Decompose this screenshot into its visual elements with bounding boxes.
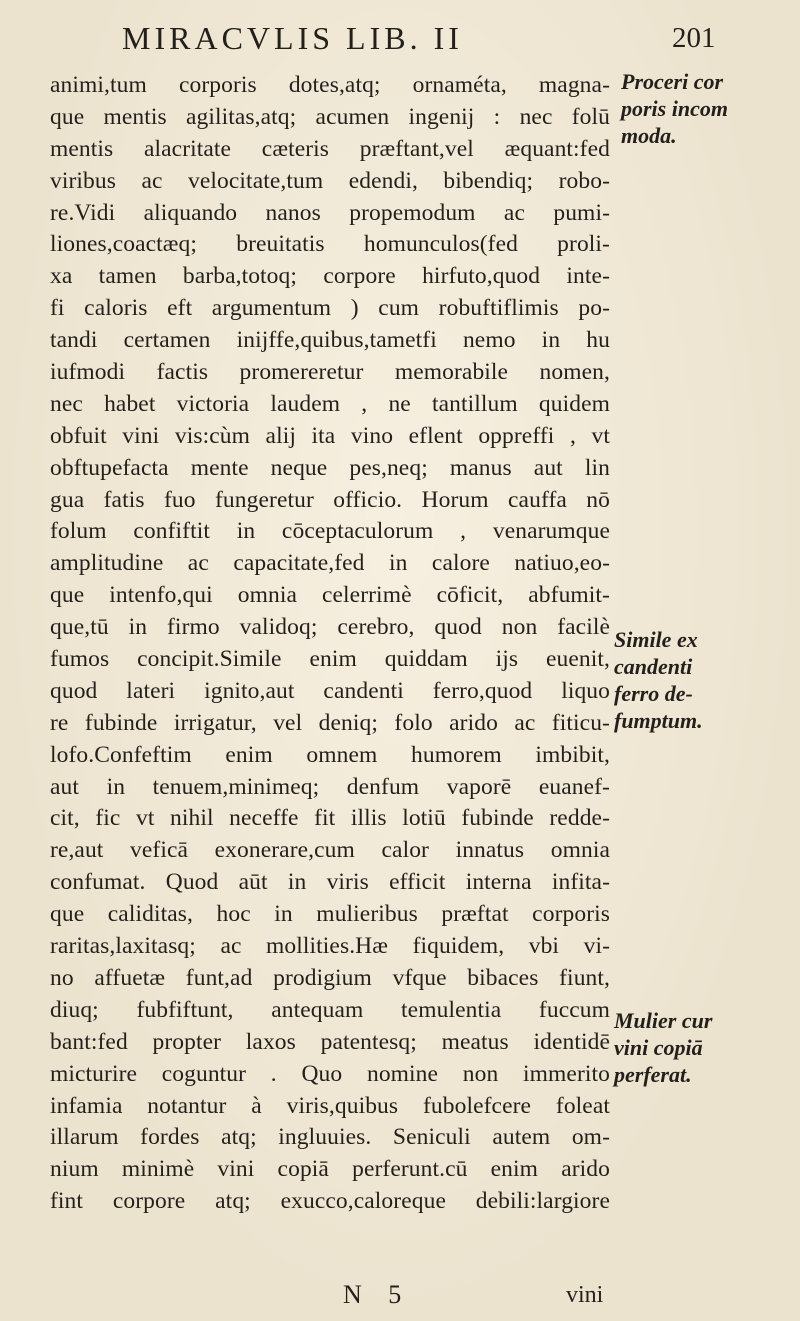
text-line: aut in tenuem,minimeq; denfum vaporē euanef- (50, 773, 610, 800)
text-line: fint corpore atq; exucco,caloreque debili:largiore (50, 1188, 610, 1215)
signature-mark: N 5 (343, 1280, 412, 1309)
text-line: animi,tum corporis dotes,atq; ornaméta, magna- (50, 72, 610, 98)
text-line: que,tū in firmo validoq; cerebro, quod non facilè (50, 614, 610, 641)
text-line: fumos concipit.Simile enim quiddam ijs euenit, (50, 646, 610, 673)
text-line: re fubinde irrigatur, vel deniq; folo arido ac fiticu- (50, 709, 610, 736)
text-line: mentis alacritate cæteris præftant,vel æquant:fed (50, 135, 610, 162)
text-line: quod lateri ignito,aut candenti ferro,quod liquo (50, 677, 610, 704)
margin-note-line: ferro de- (614, 681, 693, 706)
text-line: raritas,laxitasq; ac mollities.Hæ fiquidem, vbi vi- (50, 933, 610, 960)
text-line: bant:fed propter laxos patentesq; meatus identidē (50, 1028, 610, 1055)
running-title: MIRACVLIS LIB. II (122, 20, 463, 56)
text-line: liones,coactæq; breuitatis homunculos(fed proli- (50, 231, 610, 258)
text-line: illarum fordes atq; ingluuies. Seniculi autem om- (50, 1124, 610, 1151)
text-line: nium minimè vini copiā perferunt.cū enim arido (50, 1156, 610, 1183)
text-line: iufmodi factis promereretur memorabile nomen, (50, 359, 610, 386)
text-line: folum confiftit in cōceptaculorum , venarumque (50, 518, 610, 545)
text-line: xa tamen barba,totoq; corpore hirfuto,quod inte- (50, 263, 610, 290)
text-line: obftupefacta mente neque pes,neq; manus aut lin (50, 454, 610, 481)
text-line: fi caloris eft argumentum ) cum robuftiflimis po- (50, 295, 610, 322)
text-line: re,aut veficā exonerare,cum calor innatus omnia (50, 837, 610, 864)
margin-note-line: Proceri cor (621, 69, 724, 94)
text-line: obfuit vini vis:cùm alij ita vino eflent oppreffi , vt (50, 422, 610, 449)
text-line: gua fatis fuo fungeretur officio. Horum cauffa nō (50, 486, 610, 513)
text-line: infamia notantur à viris,quibus fubolefcere foleat (50, 1092, 610, 1119)
margin-note-line: Mulier cur (614, 1008, 713, 1033)
margin-note-line: candenti (614, 654, 693, 679)
text-line: viribus ac velocitate,tum edendi, bibendiq; robo- (50, 167, 610, 194)
catchword: vini (566, 1282, 604, 1308)
margin-note (621, 68, 800, 149)
margin-note-line: fumptum. (614, 708, 703, 733)
margin-note (614, 1007, 794, 1088)
page-number: 201 (672, 22, 716, 54)
margin-note-line: moda. (621, 123, 677, 148)
text-line: micturire coguntur . Quo nomine non immerito (50, 1060, 610, 1087)
margin-note (614, 626, 794, 734)
margin-note-line: vini copiā (614, 1035, 703, 1060)
text-line: tandi certamen inijffe,quibus,tametfi nemo in hu (50, 327, 610, 354)
text-line: que caliditas, hoc in mulieribus præftat corporis (50, 901, 610, 928)
text-line: re.Vidi aliquando nanos propemodum ac pumi- (50, 199, 610, 226)
text-line: nec habet victoria laudem , ne tantillum quidem (50, 390, 610, 417)
text-line: que intenfo,qui omnia celerrimè cōficit, abfumit- (50, 582, 610, 609)
page-footer (0, 1278, 800, 1312)
text-line: diuq; fubfiftunt, antequam temulentia fuccum (50, 996, 610, 1023)
text-line: lofo.Confeftim enim omnem humorem imbibit, (50, 741, 610, 768)
margin-note-line: perferat. (614, 1062, 692, 1087)
margin-note-line: Simile ex (614, 627, 698, 652)
text-line: que mentis agilitas,atq; acumen ingenij : nec folū (50, 103, 610, 130)
text-line: amplitudine ac capacitate,fed in calore natiuo,eo- (50, 550, 610, 577)
margin-note-line: poris incom (621, 96, 728, 121)
text-line: confumat. Quod aūt in viris efficit interna infita- (50, 869, 610, 896)
text-line: cit, fic vt nihil neceffe fit illis lotiū fubinde redde- (50, 805, 610, 832)
text-line: no affuetæ funt,ad prodigium vfque bibaces fiunt, (50, 964, 610, 991)
